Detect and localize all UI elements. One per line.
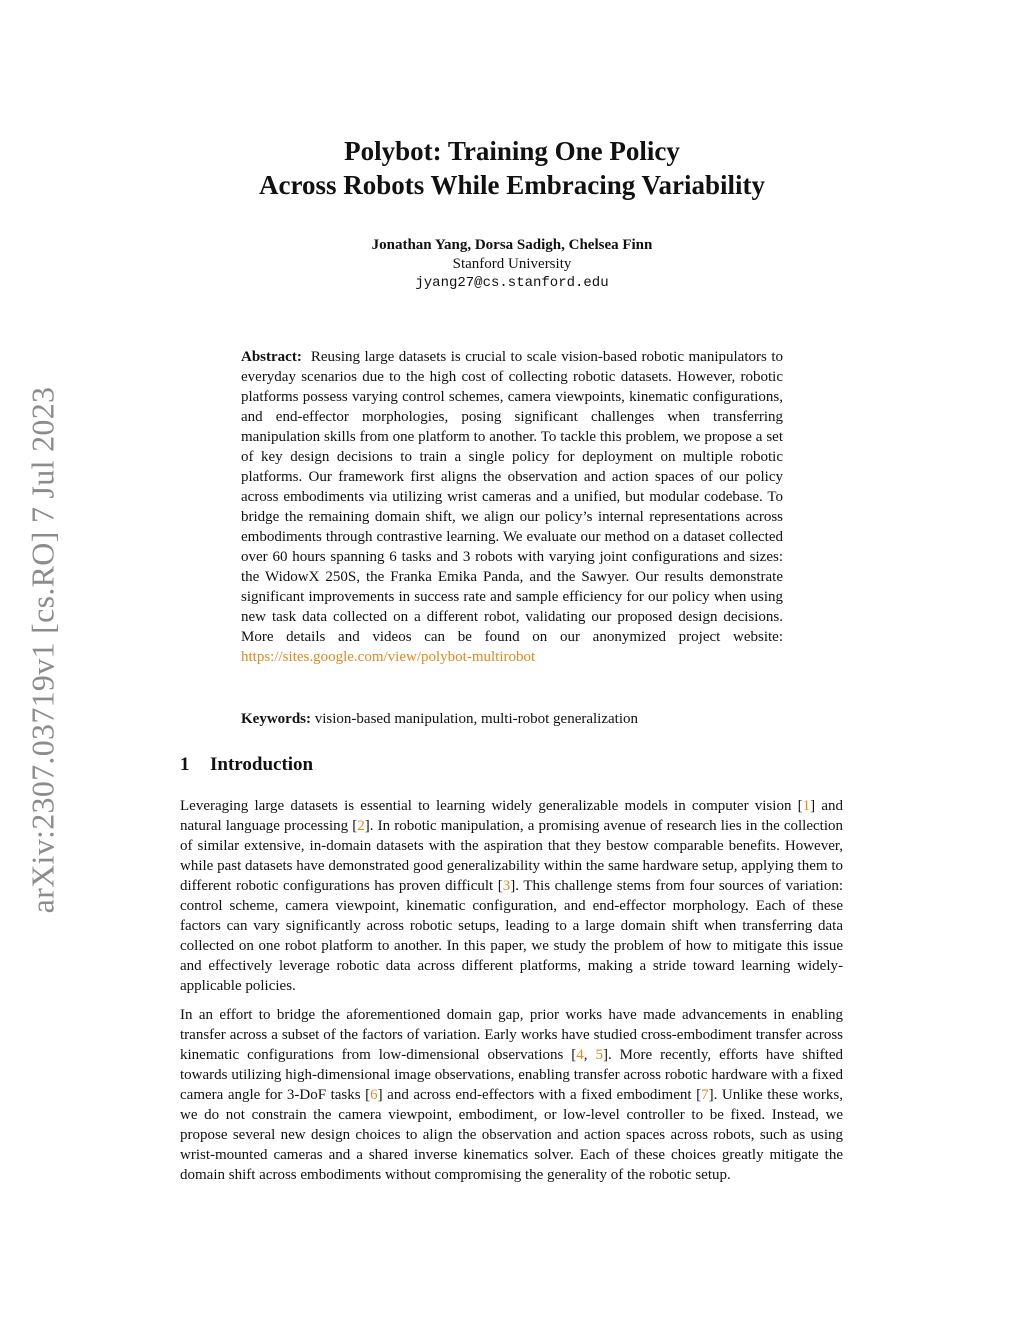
citation-link[interactable]: 1 <box>802 798 811 814</box>
title-line-2: Across Robots While Embracing Variability <box>258 170 766 200</box>
author-names: Jonathan Yang, Dorsa Sadigh, Chelsea Finn <box>371 237 653 253</box>
keywords-text: vision-based manipulation, multi-robot generalization <box>314 711 639 727</box>
author-block <box>150 236 874 293</box>
p2-text-3: ] and across end-effectors with a fixed embodiment [ <box>377 1087 702 1103</box>
citation-link[interactable]: 3 <box>502 878 511 894</box>
arxiv-identifier: arXiv:2307.03719v1 [cs.RO] 7 Jul 2023 <box>24 386 61 914</box>
citation-link[interactable]: 7 <box>701 1087 709 1103</box>
p1-text-3: ]. In robotic manipulation, a promising avenue of research lies in the collection of similar extensive, in-domain datasets with the aspiration that they bestow comparable benefits. However, while past datasets have demonstrated good generalizability within the same hardware setup, applying them to different robotic configurations has proven difficult [ <box>180 818 843 894</box>
paper-title <box>150 134 874 202</box>
section-number: 1 <box>180 754 190 775</box>
p1-text-2: ] and natural language processing [ <box>180 798 843 834</box>
project-website-link[interactable]: https://sites.google.com/view/polybot-multirobot <box>241 649 536 665</box>
abstract-text: Reusing large datasets is crucial to scale vision-based robotic manipulators to everyday scenarios due to the high cost of collecting robotic datasets. However, robotic platforms possess varying control schemes, camera viewpoints, kinematic configurations, and end-effector morphologies, posing significant challenges when transferring manipulation skills from one platform to another. To tackle this problem, we propose a set of key design decisions to train a single policy for deployment on multiple robotic platforms. Our framework first aligns the observation and action spaces of our policy across embodiments via utilizing wrist cameras and a unified, but modular codebase. To bridge the remaining domain shift, we align our policy’s internal representations across embodiments through contrastive learning. We evaluate our method on a dataset collected over 60 hours spanning 6 tasks and 3 robots with varying joint configurations and sizes: the WidowX 250S, the Franka Emika Panda, and the Sawyer. Our results demonstrate significant improvements in success rate and sample efficiency for our policy when using new task data collected on a different robot, validating our proposed design decisions. More details and videos can be found on our anonymized project website: <box>241 349 784 645</box>
affiliation: Stanford University <box>452 256 572 272</box>
section-heading <box>180 753 313 777</box>
intro-paragraph-1 <box>180 796 843 996</box>
p1-text-1: Leveraging large datasets is essential to learning widely generalizable models in computer vision [ <box>180 798 803 814</box>
section-title: Introduction <box>210 754 314 775</box>
citation-link[interactable]: 5 <box>595 1047 603 1063</box>
intro-paragraph-2 <box>180 1005 843 1185</box>
citation-link[interactable]: 4 <box>576 1047 584 1063</box>
title-line-1: Polybot: Training One Policy <box>344 136 680 166</box>
p2-text-1: In an effort to bridge the aforementioned domain gap, prior works have made advancements in enabling transfer across a subset of the factors of variation. Early works have studied cross-embodiment transfer across kinematic configurations from low-dimensional observations [ <box>180 1007 843 1063</box>
citation-link[interactable]: 6 <box>370 1087 378 1103</box>
citation-separator: , <box>583 1047 596 1063</box>
p2-text-2: ]. More recently, efforts have shifted towards utilizing high-dimensional image observations, enabling transfer across robotic hardware with a fixed camera angle for 3-DoF tasks [ <box>180 1047 843 1103</box>
citation-link[interactable]: 2 <box>357 818 365 834</box>
abstract <box>241 347 783 667</box>
keywords <box>241 709 783 729</box>
p1-text-4: ]. This challenge stems from four sources of variation: control scheme, camera viewpoint, kinematic configuration, and end-effector morphology. Each of these factors can vary significantly across robotic setups, leading to a large domain shift when transferring data collected on one robot platform to another. In this paper, we study the problem of how to mitigate this issue and effectively leverage robotic data across different platforms, making a stride toward learning widely-applicable policies. <box>180 878 843 994</box>
author-email: jyang27@cs.stanford.edu <box>415 275 609 291</box>
p2-text-4: ]. Unlike these works, we do not constrain the camera viewpoint, embodiment, or low-level controller to be fixed. Instead, we propose several new design choices to align the observation and action spaces across robots, such as using wrist-mounted cameras and a shared inverse kinematics solver. Each of these choices greatly mitigate the domain shift across embodiments without compromising the generality of the robotic setup. <box>180 1087 844 1183</box>
keywords-label: Keywords: <box>241 711 311 727</box>
abstract-label: Abstract: <box>241 349 302 365</box>
